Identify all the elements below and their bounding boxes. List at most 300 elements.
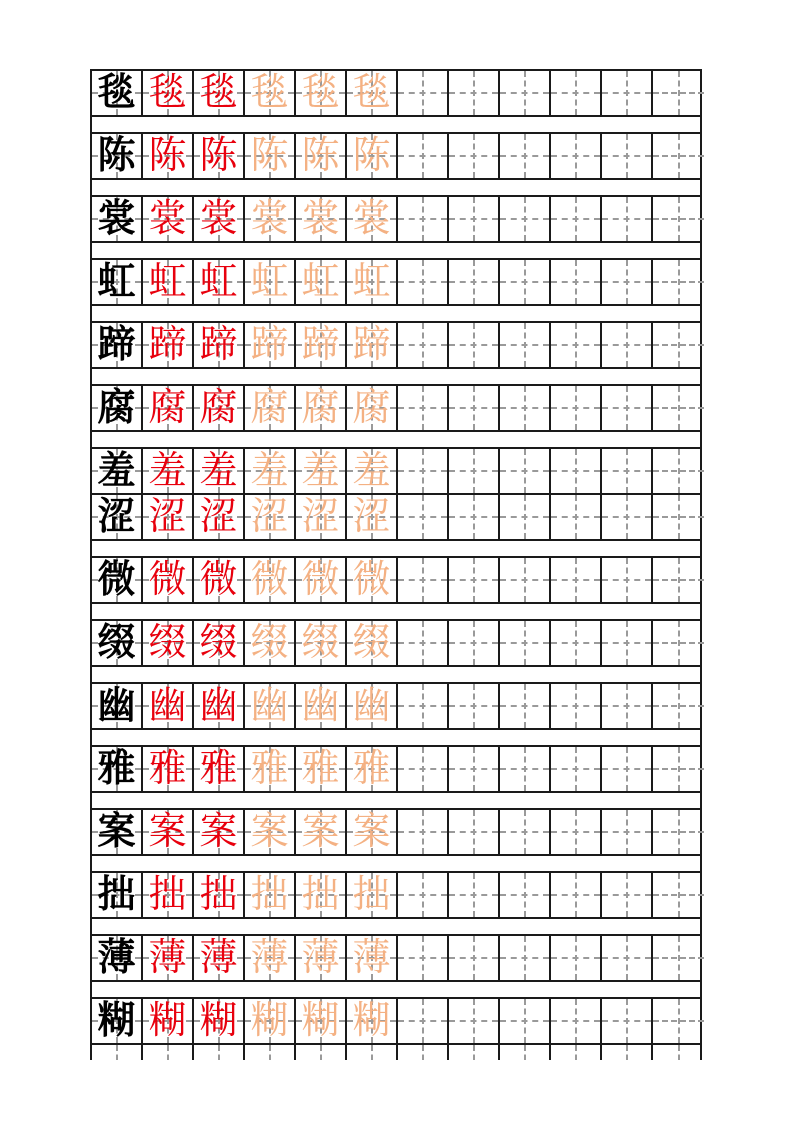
vertical-guide-line — [320, 197, 322, 241]
vertical-guide-line — [524, 621, 526, 665]
vertical-guide-line — [320, 449, 322, 493]
example-character: 缀 — [148, 622, 187, 664]
vertical-guide-line — [116, 558, 118, 602]
vertical-guide-line — [218, 449, 220, 493]
vertical-guide-line — [116, 999, 118, 1043]
example-character: 虹 — [148, 261, 187, 303]
vertical-guide-line — [422, 134, 424, 178]
tianzige-cell-example — [194, 873, 245, 917]
tianzige-cell-trace — [347, 684, 398, 728]
vertical-guide-line — [473, 558, 475, 602]
vertical-guide-line — [116, 71, 118, 115]
vertical-guide-line — [167, 621, 169, 665]
tianzige-cell-empty — [653, 386, 704, 430]
vertical-guide-line — [371, 747, 373, 791]
tianzige-cell-example — [143, 999, 194, 1043]
tianzige-cell-empty — [500, 134, 551, 178]
character-row — [90, 384, 702, 432]
tianzige-cell-example — [194, 449, 245, 493]
model-character: 雅 — [97, 748, 136, 790]
tianzige-cell-example — [143, 449, 194, 493]
trace-character: 腐 — [352, 387, 391, 429]
tianzige-cell-trace — [245, 71, 296, 115]
example-character: 幽 — [199, 685, 238, 727]
example-character: 裳 — [148, 198, 187, 240]
tianzige-cell-empty — [500, 260, 551, 304]
trace-character: 薄 — [301, 937, 340, 979]
character-row — [90, 619, 702, 667]
tianzige-cell-empty — [449, 449, 500, 493]
tianzige-cell-example — [194, 558, 245, 602]
model-character: 毯 — [97, 72, 136, 114]
trace-character: 薄 — [352, 937, 391, 979]
vertical-guide-line — [524, 1045, 526, 1060]
trace-character: 羞 — [352, 450, 391, 492]
vertical-guide-line — [422, 873, 424, 917]
vertical-guide-line — [371, 873, 373, 917]
example-character: 腐 — [199, 387, 238, 429]
vertical-guide-line — [524, 495, 526, 539]
trace-character: 涩 — [301, 496, 340, 538]
vertical-guide-line — [678, 747, 680, 791]
tianzige-cell-empty — [551, 684, 602, 728]
vertical-guide-line — [575, 449, 577, 493]
trace-character: 微 — [352, 559, 391, 601]
vertical-guide-line — [575, 323, 577, 367]
tianzige-cell-model — [92, 621, 143, 665]
tianzige-cell-empty — [653, 810, 704, 854]
tianzige-cell-empty — [551, 449, 602, 493]
tianzige-cell-trace — [296, 134, 347, 178]
vertical-guide-line — [473, 873, 475, 917]
tianzige-cell-example — [143, 71, 194, 115]
tianzige-cell-empty — [653, 449, 704, 493]
vertical-guide-line — [678, 810, 680, 854]
trace-character: 拙 — [352, 874, 391, 916]
vertical-guide-line — [473, 684, 475, 728]
vertical-guide-line — [678, 495, 680, 539]
tianzige-cell-model — [92, 936, 143, 980]
tianzige-cell-trace — [245, 1045, 296, 1060]
vertical-guide-line — [320, 999, 322, 1043]
model-character: 裳 — [97, 198, 136, 240]
tianzige-cell-empty — [449, 999, 500, 1043]
row-spacer — [90, 856, 702, 871]
example-character: 案 — [148, 811, 187, 853]
tianzige-cell-empty — [449, 260, 500, 304]
trace-character: 雅 — [301, 748, 340, 790]
row-spacer — [90, 793, 702, 808]
vertical-guide-line — [218, 260, 220, 304]
vertical-guide-line — [116, 495, 118, 539]
tianzige-cell-empty — [602, 134, 653, 178]
vertical-guide-line — [320, 873, 322, 917]
example-character: 毯 — [148, 72, 187, 114]
trace-character: 羞 — [250, 450, 289, 492]
vertical-guide-line — [371, 449, 373, 493]
trace-character: 微 — [250, 559, 289, 601]
vertical-guide-line — [626, 260, 628, 304]
tianzige-cell-empty — [551, 323, 602, 367]
vertical-guide-line — [116, 449, 118, 493]
vertical-guide-line — [524, 558, 526, 602]
vertical-guide-line — [269, 260, 271, 304]
vertical-guide-line — [218, 999, 220, 1043]
vertical-guide-line — [371, 323, 373, 367]
row-spacer — [90, 667, 702, 682]
vertical-guide-line — [575, 936, 577, 980]
tianzige-cell-empty — [398, 197, 449, 241]
vertical-guide-line — [320, 1045, 322, 1060]
vertical-guide-line — [524, 684, 526, 728]
vertical-guide-line — [626, 558, 628, 602]
vertical-guide-line — [524, 747, 526, 791]
tianzige-cell-empty — [602, 621, 653, 665]
vertical-guide-line — [320, 134, 322, 178]
character-row — [90, 556, 702, 604]
tianzige-cell-model — [92, 873, 143, 917]
vertical-guide-line — [116, 747, 118, 791]
vertical-guide-line — [575, 684, 577, 728]
row-spacer — [90, 306, 702, 321]
tianzige-cell-trace — [296, 936, 347, 980]
vertical-guide-line — [269, 810, 271, 854]
tianzige-cell-empty — [602, 873, 653, 917]
tianzige-cell-empty — [653, 999, 704, 1043]
vertical-guide-line — [473, 495, 475, 539]
example-character: 蹄 — [148, 324, 187, 366]
vertical-guide-line — [524, 134, 526, 178]
trace-character: 拙 — [301, 874, 340, 916]
tianzige-cell-empty — [398, 386, 449, 430]
vertical-guide-line — [626, 873, 628, 917]
vertical-guide-line — [269, 134, 271, 178]
tianzige-cell-empty — [602, 323, 653, 367]
tianzige-cell-trace — [347, 71, 398, 115]
vertical-guide-line — [269, 936, 271, 980]
vertical-guide-line — [218, 747, 220, 791]
vertical-guide-line — [269, 386, 271, 430]
example-character: 拙 — [199, 874, 238, 916]
tianzige-cell-trace — [347, 558, 398, 602]
trace-character: 陈 — [352, 135, 391, 177]
vertical-guide-line — [422, 71, 424, 115]
vertical-guide-line — [320, 71, 322, 115]
trace-character: 蹄 — [250, 324, 289, 366]
tianzige-cell-empty — [551, 71, 602, 115]
tianzige-cell-empty — [602, 449, 653, 493]
vertical-guide-line — [473, 936, 475, 980]
example-character: 薄 — [199, 937, 238, 979]
example-character: 毯 — [199, 72, 238, 114]
vertical-guide-line — [473, 386, 475, 430]
tianzige-cell-empty — [653, 260, 704, 304]
trace-character: 拙 — [250, 874, 289, 916]
vertical-guide-line — [473, 621, 475, 665]
vertical-guide-line — [575, 71, 577, 115]
vertical-guide-line — [269, 873, 271, 917]
vertical-guide-line — [269, 684, 271, 728]
tianzige-cell-empty — [398, 999, 449, 1043]
tianzige-cell-empty — [398, 449, 449, 493]
tianzige-cell-example — [194, 495, 245, 539]
tianzige-cell-example — [194, 936, 245, 980]
trace-character: 虹 — [301, 261, 340, 303]
vertical-guide-line — [678, 197, 680, 241]
tianzige-cell-empty — [653, 873, 704, 917]
vertical-guide-line — [575, 621, 577, 665]
model-character: 羞 — [97, 450, 136, 492]
vertical-guide-line — [473, 449, 475, 493]
tianzige-cell-empty — [500, 684, 551, 728]
tianzige-cell-trace — [245, 386, 296, 430]
vertical-guide-line — [524, 386, 526, 430]
tianzige-cell-model — [92, 1045, 143, 1060]
vertical-guide-line — [116, 260, 118, 304]
character-row — [90, 195, 702, 243]
model-character: 案 — [97, 811, 136, 853]
tianzige-cell-trace — [296, 449, 347, 493]
vertical-guide-line — [626, 810, 628, 854]
vertical-guide-line — [371, 684, 373, 728]
tianzige-cell-example — [143, 621, 194, 665]
vertical-guide-line — [269, 999, 271, 1043]
tianzige-cell-model — [92, 810, 143, 854]
vertical-guide-line — [575, 747, 577, 791]
vertical-guide-line — [422, 1045, 424, 1060]
tianzige-cell-model — [92, 323, 143, 367]
tianzige-cell-example — [194, 747, 245, 791]
tianzige-cell-empty — [602, 495, 653, 539]
character-row — [90, 493, 702, 541]
example-character: 雅 — [148, 748, 187, 790]
tianzige-cell-empty — [449, 873, 500, 917]
example-character: 蹄 — [199, 324, 238, 366]
trace-character: 幽 — [352, 685, 391, 727]
trace-character: 毯 — [352, 72, 391, 114]
vertical-guide-line — [218, 810, 220, 854]
trace-character: 雅 — [352, 748, 391, 790]
character-row — [90, 997, 702, 1045]
character-row — [90, 69, 702, 117]
tianzige-cell-model — [92, 71, 143, 115]
tianzige-cell-trace — [245, 495, 296, 539]
tianzige-cell-empty — [449, 495, 500, 539]
trace-character: 腐 — [301, 387, 340, 429]
tianzige-cell-empty — [449, 197, 500, 241]
example-character: 陈 — [148, 135, 187, 177]
vertical-guide-line — [524, 323, 526, 367]
tianzige-cell-trace — [347, 621, 398, 665]
example-character: 糊 — [199, 1000, 238, 1042]
tianzige-cell-empty — [551, 747, 602, 791]
vertical-guide-line — [371, 71, 373, 115]
vertical-guide-line — [575, 495, 577, 539]
vertical-guide-line — [575, 260, 577, 304]
tianzige-cell-empty — [602, 810, 653, 854]
tianzige-cell-trace — [296, 999, 347, 1043]
tianzige-cell-empty — [398, 71, 449, 115]
tianzige-cell-empty — [500, 71, 551, 115]
tianzige-cell-empty — [551, 260, 602, 304]
vertical-guide-line — [320, 558, 322, 602]
tianzige-cell-empty — [500, 558, 551, 602]
tianzige-cell-trace — [347, 495, 398, 539]
example-character: 缀 — [199, 622, 238, 664]
trace-character: 薄 — [250, 937, 289, 979]
tianzige-cell-trace — [245, 684, 296, 728]
tianzige-cell-empty — [398, 936, 449, 980]
character-row — [90, 447, 702, 495]
model-character: 糊 — [97, 1000, 136, 1042]
row-spacer — [90, 243, 702, 258]
tianzige-cell-empty — [449, 684, 500, 728]
tianzige-cell-empty — [653, 1045, 702, 1060]
tianzige-cell-example — [143, 1045, 194, 1060]
tianzige-cell-empty — [500, 747, 551, 791]
example-character: 羞 — [199, 450, 238, 492]
tianzige-cell-empty — [653, 134, 704, 178]
vertical-guide-line — [626, 684, 628, 728]
trace-character: 羞 — [301, 450, 340, 492]
vertical-guide-line — [320, 936, 322, 980]
tianzige-cell-trace — [245, 747, 296, 791]
trace-character: 缀 — [352, 622, 391, 664]
tianzige-cell-empty — [449, 558, 500, 602]
tianzige-cell-empty — [551, 1045, 602, 1060]
tianzige-cell-example — [143, 386, 194, 430]
character-row — [90, 934, 702, 982]
vertical-guide-line — [167, 873, 169, 917]
vertical-guide-line — [678, 558, 680, 602]
row-spacer — [90, 541, 702, 556]
tianzige-cell-empty — [398, 495, 449, 539]
tianzige-cell-model — [92, 197, 143, 241]
vertical-guide-line — [678, 260, 680, 304]
vertical-guide-line — [320, 323, 322, 367]
tianzige-cell-example — [143, 134, 194, 178]
model-character: 蹄 — [97, 324, 136, 366]
tianzige-cell-trace — [347, 134, 398, 178]
tianzige-cell-empty — [500, 621, 551, 665]
vertical-guide-line — [678, 936, 680, 980]
tianzige-cell-example — [143, 684, 194, 728]
vertical-guide-line — [371, 134, 373, 178]
tianzige-cell-empty — [551, 495, 602, 539]
vertical-guide-line — [422, 495, 424, 539]
vertical-guide-line — [473, 747, 475, 791]
example-character: 案 — [199, 811, 238, 853]
vertical-guide-line — [473, 810, 475, 854]
vertical-guide-line — [626, 449, 628, 493]
tianzige-cell-trace — [347, 386, 398, 430]
character-row — [90, 258, 702, 306]
tianzige-cell-empty — [398, 558, 449, 602]
tianzige-cell-empty — [653, 558, 704, 602]
vertical-guide-line — [218, 936, 220, 980]
row-spacer — [90, 919, 702, 934]
tianzige-cell-empty — [500, 386, 551, 430]
model-character: 幽 — [97, 685, 136, 727]
vertical-guide-line — [473, 323, 475, 367]
vertical-guide-line — [116, 810, 118, 854]
vertical-guide-line — [524, 873, 526, 917]
tianzige-cell-empty — [398, 260, 449, 304]
vertical-guide-line — [269, 71, 271, 115]
vertical-guide-line — [473, 260, 475, 304]
tianzige-cell-empty — [551, 197, 602, 241]
tianzige-cell-empty — [602, 999, 653, 1043]
vertical-guide-line — [167, 810, 169, 854]
vertical-guide-line — [269, 621, 271, 665]
vertical-guide-line — [422, 260, 424, 304]
vertical-guide-line — [320, 684, 322, 728]
vertical-guide-line — [626, 71, 628, 115]
vertical-guide-line — [626, 134, 628, 178]
trace-character: 裳 — [250, 198, 289, 240]
tianzige-cell-trace — [296, 1045, 347, 1060]
vertical-guide-line — [218, 495, 220, 539]
tianzige-cell-empty — [602, 260, 653, 304]
tianzige-cell-trace — [245, 323, 296, 367]
vertical-guide-line — [626, 621, 628, 665]
vertical-guide-line — [320, 260, 322, 304]
tianzige-cell-trace — [347, 810, 398, 854]
character-row — [90, 745, 702, 793]
tianzige-cell-trace — [245, 810, 296, 854]
tianzige-cell-example — [194, 684, 245, 728]
vertical-guide-line — [678, 684, 680, 728]
vertical-guide-line — [678, 621, 680, 665]
vertical-guide-line — [116, 621, 118, 665]
example-character: 裳 — [199, 198, 238, 240]
vertical-guide-line — [167, 134, 169, 178]
vertical-guide-line — [371, 260, 373, 304]
tianzige-cell-example — [143, 810, 194, 854]
tianzige-cell-empty — [500, 197, 551, 241]
tianzige-cell-empty — [551, 999, 602, 1043]
tianzige-cell-example — [194, 810, 245, 854]
vertical-guide-line — [371, 197, 373, 241]
tianzige-cell-example — [194, 323, 245, 367]
tianzige-cell-empty — [602, 197, 653, 241]
vertical-guide-line — [167, 999, 169, 1043]
trace-character: 幽 — [301, 685, 340, 727]
trace-character: 幽 — [250, 685, 289, 727]
tianzige-cell-empty — [398, 810, 449, 854]
example-character: 幽 — [148, 685, 187, 727]
vertical-guide-line — [575, 810, 577, 854]
vertical-guide-line — [575, 386, 577, 430]
example-character: 涩 — [199, 496, 238, 538]
vertical-guide-line — [116, 684, 118, 728]
vertical-guide-line — [218, 684, 220, 728]
vertical-guide-line — [422, 386, 424, 430]
vertical-guide-line — [473, 134, 475, 178]
vertical-guide-line — [422, 323, 424, 367]
tianzige-cell-trace — [296, 386, 347, 430]
vertical-guide-line — [422, 810, 424, 854]
vertical-guide-line — [626, 323, 628, 367]
tianzige-cell-trace — [347, 747, 398, 791]
vertical-guide-line — [167, 386, 169, 430]
tianzige-cell-example — [194, 1045, 245, 1060]
example-character: 羞 — [148, 450, 187, 492]
vertical-guide-line — [167, 558, 169, 602]
vertical-guide-line — [269, 1045, 271, 1060]
vertical-guide-line — [626, 747, 628, 791]
vertical-guide-line — [575, 1045, 577, 1060]
